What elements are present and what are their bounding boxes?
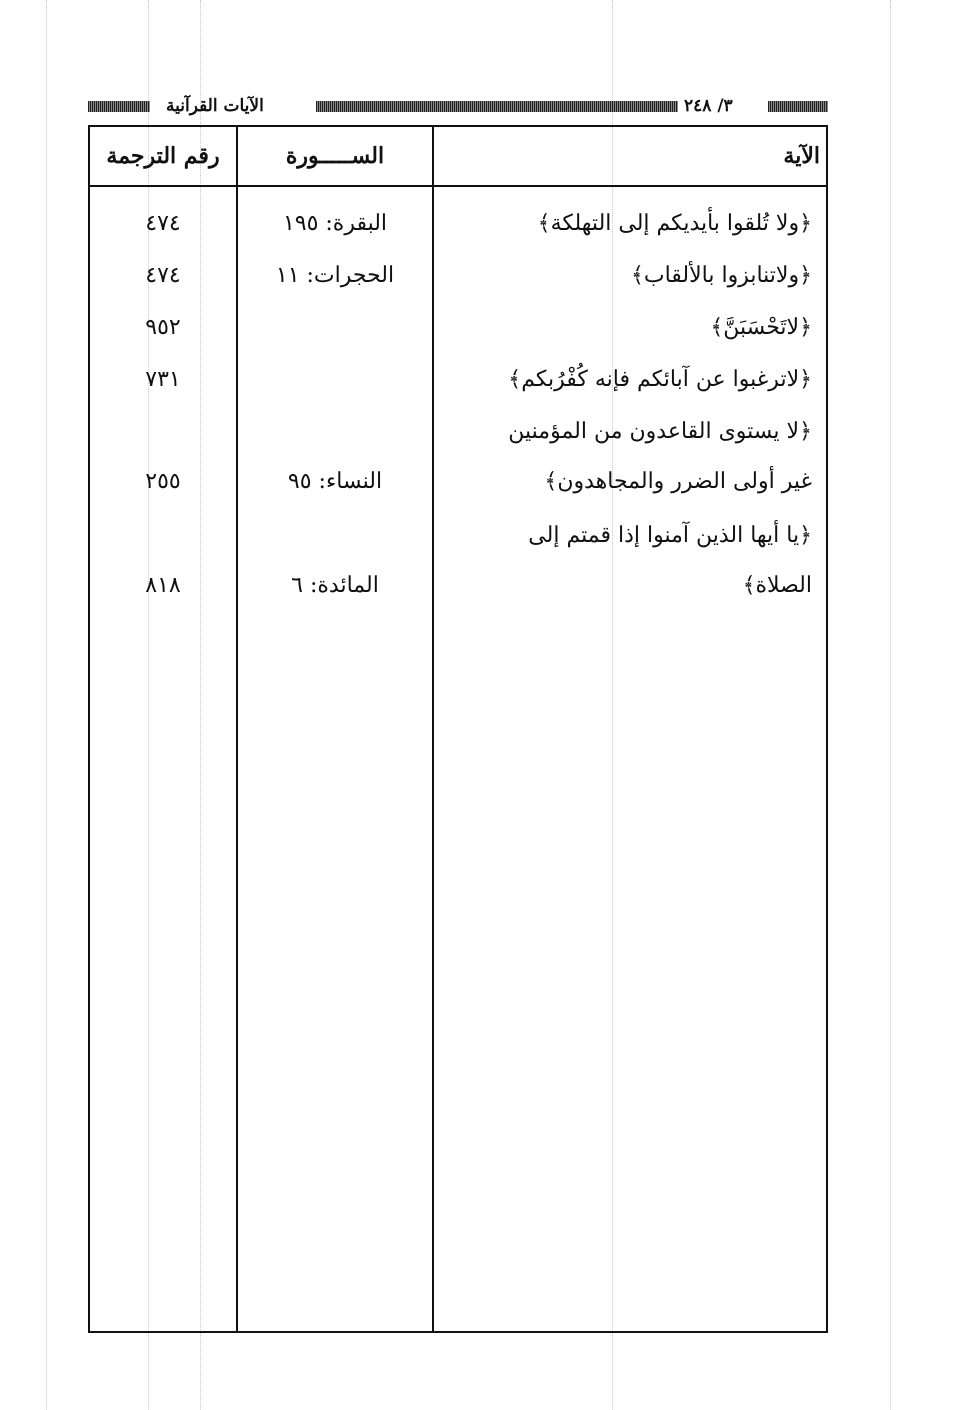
table-cell-verse: غير أولى الضرر والمجاهدون﴾ [544,469,812,494]
column-divider [236,127,238,1331]
header-rule-right [768,101,828,112]
table-cell-verse: ﴿يا أيها الذين آمنوا إذا قمتم إلى [528,523,812,548]
table-cell-verse: ﴿ولا تُلقوا بأيديكم إلى التهلكة﴾ [537,211,812,236]
table-cell-number: ٧٣١ [145,367,181,392]
table-cell-number: ٤٧٤ [145,263,181,288]
page-number: ٣/ ٢٤٨ [684,96,733,116]
running-header [88,92,828,120]
header-verse: الآية [783,143,820,169]
table-cell-verse: ﴿ولاتنابزوا بالألقاب﴾ [630,263,812,288]
table-cell-number: ٤٧٤ [145,211,181,236]
scan-artifact [46,0,47,1410]
header-rule-middle [316,101,678,112]
table-header-row [90,127,826,187]
table-cell-number: ٢٥٥ [145,469,181,494]
table-cell-surah: المائدة: ٦ [291,573,379,598]
column-divider [432,127,434,1331]
scan-artifact [890,0,891,1410]
running-header-title: الآيات القرآنية [166,96,264,116]
table-cell-surah: البقرة: ١٩٥ [282,211,388,236]
table-cell-verse: الصلاة﴾ [742,573,812,598]
header-surah: الســـــورة [285,143,385,169]
header-translation-number: رقم الترجمة [106,143,220,169]
table-cell-verse: ﴿لا يستوى القاعدون من المؤمنين [508,419,812,444]
table-cell-verse: ﴿لاترغبوا عن آبائكم فإنه كُفْرُبكم﴾ [508,367,812,392]
table-cell-number: ٨١٨ [145,573,181,598]
header-rule-left [88,101,150,112]
verses-table [88,125,828,1333]
table-cell-number: ٩٥٢ [145,315,181,340]
table-cell-verse: ﴿لاتَحْسَبَنَّ﴾ [710,315,812,340]
table-cell-surah: النساء: ٩٥ [287,469,383,494]
table-cell-surah: الحجرات: ١١ [275,263,395,288]
